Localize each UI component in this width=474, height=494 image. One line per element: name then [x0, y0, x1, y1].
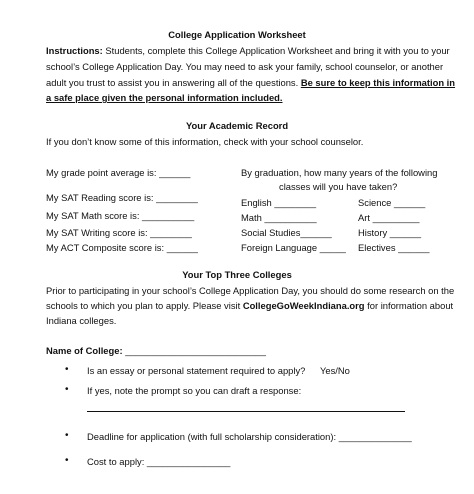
academic-record-intro: If you don’t know some of this information, check with your school counselor.: [46, 136, 364, 147]
essay-prompt-question: If yes, note the prompt so you can draft a response:: [87, 385, 302, 396]
essay-yes-no[interactable]: Yes/No: [320, 365, 350, 376]
bullet-icon: •: [65, 430, 69, 441]
science-years-field[interactable]: Science ______: [358, 197, 426, 208]
act-field[interactable]: My ACT Composite score is: ______: [46, 242, 198, 253]
sat-writing-field[interactable]: My SAT Writing score is: ________: [46, 227, 192, 238]
college-go-week-link[interactable]: CollegeGoWeekIndiana.org: [242, 300, 365, 311]
college-name-label: Name of College:: [46, 345, 123, 356]
instructions-line-4: a safe place given the personal information included.: [46, 92, 283, 103]
essay-question: Is an essay or personal statement required to apply?: [87, 365, 306, 376]
sat-reading-field[interactable]: My SAT Reading score is: ________: [46, 192, 198, 203]
deadline-field[interactable]: Deadline for application (with full scholarship consideration): ______________: [87, 431, 412, 442]
graduation-question-line-1: By graduation, how many years of the following: [241, 167, 438, 178]
academic-record-heading: Your Academic Record: [185, 120, 289, 131]
top-colleges-heading: Your Top Three Colleges: [182, 269, 292, 280]
gpa-field[interactable]: My grade point average is: ______: [46, 167, 191, 178]
colleges-paragraph-line-1: Prior to participating in your school’s College Application Day, you should do some research on the: [46, 285, 455, 296]
essay-prompt-answer-line[interactable]: [87, 411, 405, 412]
worksheet-title: College Application Worksheet: [168, 29, 306, 40]
instructions-line-1: Instructions: Students, complete this College Application Worksheet and bring it with you to your: [46, 45, 450, 56]
art-years-field[interactable]: Art _________: [358, 212, 420, 223]
colleges-paragraph-line-3: Indiana colleges.: [46, 315, 117, 326]
history-years-field[interactable]: History ______: [358, 227, 422, 238]
foreign-language-years-field[interactable]: Foreign Language _____: [241, 242, 346, 253]
bullet-icon: •: [65, 455, 69, 466]
electives-years-field[interactable]: Electives ______: [358, 242, 430, 253]
bullet-icon: •: [65, 384, 69, 395]
instructions-emphasis: Be sure to keep this information in: [300, 77, 456, 88]
college-name-field[interactable]: ___________________________: [125, 345, 266, 356]
social-studies-years-field[interactable]: Social Studies______: [241, 227, 332, 238]
bullet-icon: •: [65, 364, 69, 375]
english-years-field[interactable]: English ________: [241, 197, 317, 208]
instructions-line-3: adult you trust to assist you in answering all of the questions. Be sure to keep this information in: [46, 77, 456, 88]
colleges-paragraph-line-2: schools to which you plan to apply. Please visit CollegeGoWeekIndiana.org for information about: [46, 300, 454, 311]
sat-math-field[interactable]: My SAT Math score is: __________: [46, 210, 195, 221]
instructions-label: Instructions:: [46, 45, 103, 56]
instructions-line-2: school’s College Application Day. You may need to ask your family, school counselor, or another: [46, 61, 444, 72]
cost-to-apply-field[interactable]: Cost to apply: ________________: [87, 456, 231, 467]
math-years-field[interactable]: Math __________: [241, 212, 317, 223]
college-name-row: [46, 345, 266, 356]
graduation-question-line-2: classes will you have taken?: [279, 181, 398, 192]
